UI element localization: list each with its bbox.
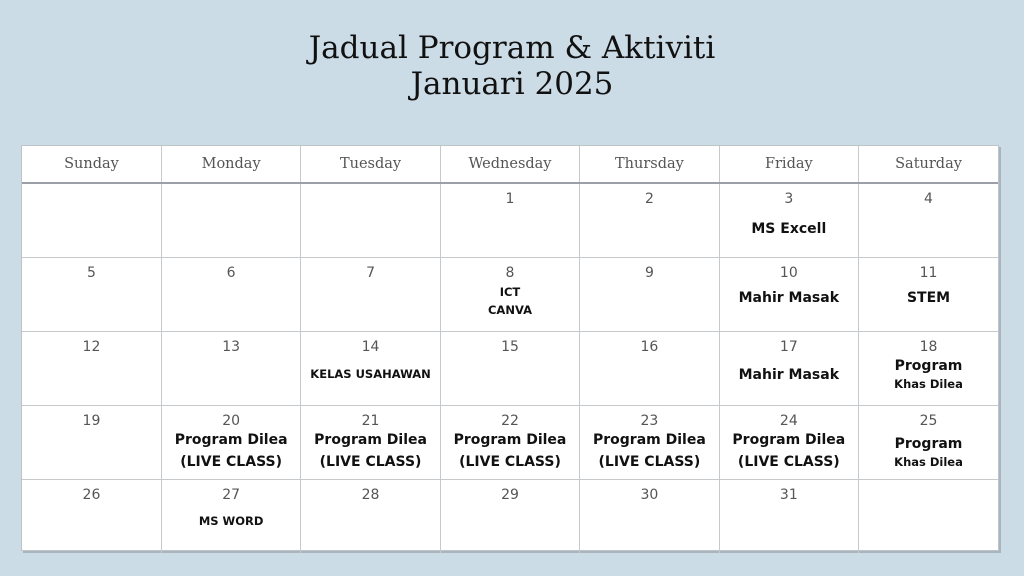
event-label: (LIVE CLASS) [180,454,283,470]
day-cell [440,406,579,480]
day-number: 13 [222,339,241,355]
event-label: Khas Dilea [894,455,963,469]
day-cell [859,332,998,406]
day-number: 19 [82,413,101,429]
day-number: 5 [87,265,96,281]
event-label: MS Excell [751,221,827,237]
day-number: 22 [501,413,519,429]
day-cell [440,258,579,332]
day-cell [161,183,300,258]
day-cell [719,183,858,258]
day-cell [580,183,719,258]
day-number: 26 [82,487,101,503]
day-cell [301,406,440,480]
day-number: 18 [919,339,938,355]
day-cell [301,258,440,332]
day-number: 15 [501,339,519,355]
day-cell [301,183,440,258]
event-label: Mahir Masak [738,367,840,383]
day-cell [161,480,300,554]
event-label: (LIVE CLASS) [598,454,701,470]
day-number: 3 [784,191,794,207]
day-cell [719,480,858,554]
day-number: 27 [222,487,241,503]
day-number: 17 [779,339,798,355]
event-label: KELAS USAHAWAN [310,367,431,381]
title-line-2: Januari 2025 [410,66,614,102]
weekday-tuesday: Tuesday [301,146,440,183]
day-number: 8 [505,265,515,281]
event-label: (LIVE CLASS) [459,454,561,470]
day-cell [161,258,300,332]
page-title [0,30,1024,102]
week-row [22,480,998,554]
event-label: Program [894,358,963,374]
day-cell [22,258,161,332]
event-label: Mahir Masak [738,290,840,306]
week-row [22,258,998,332]
week-row [22,406,998,480]
day-number: 24 [779,413,798,429]
weekday-sunday: Sunday [22,146,161,183]
day-number: 16 [640,339,659,355]
day-cell [22,183,161,258]
day-cell [161,332,300,406]
event-label: STEM [906,290,951,306]
weekday-monday: Monday [161,146,300,183]
day-cell [859,258,998,332]
day-cell [859,406,998,480]
day-number: 28 [361,487,380,503]
day-cell [719,406,858,480]
event-label: (LIVE CLASS) [319,454,422,470]
event-label: ICT [499,285,521,299]
day-cell [859,183,998,258]
day-cell [580,258,719,332]
event-label: Program Dilea [174,432,288,448]
event-label: Khas Dilea [894,377,963,391]
event-label: Program Dilea [314,432,427,448]
day-number: 23 [640,413,659,429]
day-cell [161,406,300,480]
weekday-saturday: Saturday [859,146,998,183]
event-label: MS WORD [198,514,264,528]
calendar [21,145,999,551]
day-cell [301,332,440,406]
day-cell [580,332,719,406]
day-cell [440,183,579,258]
weekday-wednesday: Wednesday [440,146,579,183]
day-number: 25 [919,413,938,429]
event-label: (LIVE CLASS) [737,454,840,470]
day-cell [301,480,440,554]
day-cell [719,258,858,332]
day-number: 9 [644,265,654,281]
day-cell [719,332,858,406]
day-cell [859,480,998,554]
day-number: 20 [222,413,241,429]
title-line-1: Jadual Program & Aktiviti [308,30,716,66]
event-label: Program [894,436,963,452]
day-number: 21 [361,413,380,429]
week-row [22,332,998,406]
weekday-friday: Friday [719,146,858,183]
day-number: 6 [226,265,236,281]
day-cell [580,406,719,480]
event-label: Program Dilea [593,432,706,448]
week-row [22,183,998,258]
day-number: 29 [501,487,519,503]
day-number: 31 [779,487,798,503]
event-label: Program Dilea [732,432,846,448]
day-cell [22,332,161,406]
weekday-header-row [22,146,998,183]
event-label: CANVA [487,303,532,317]
day-number: 4 [924,191,933,207]
day-cell [440,480,579,554]
day-cell [22,480,161,554]
day-number: 11 [919,265,938,281]
day-number: 10 [779,265,798,281]
day-number: 12 [82,339,101,355]
calendar-table [22,146,998,553]
day-number: 1 [505,191,515,207]
day-cell [580,480,719,554]
day-number: 2 [644,191,654,207]
day-number: 7 [366,265,376,281]
day-number: 14 [361,339,380,355]
day-cell [440,332,579,406]
day-number: 30 [640,487,659,503]
weekday-thursday: Thursday [580,146,719,183]
day-cell [22,406,161,480]
event-label: Program Dilea [453,432,567,448]
